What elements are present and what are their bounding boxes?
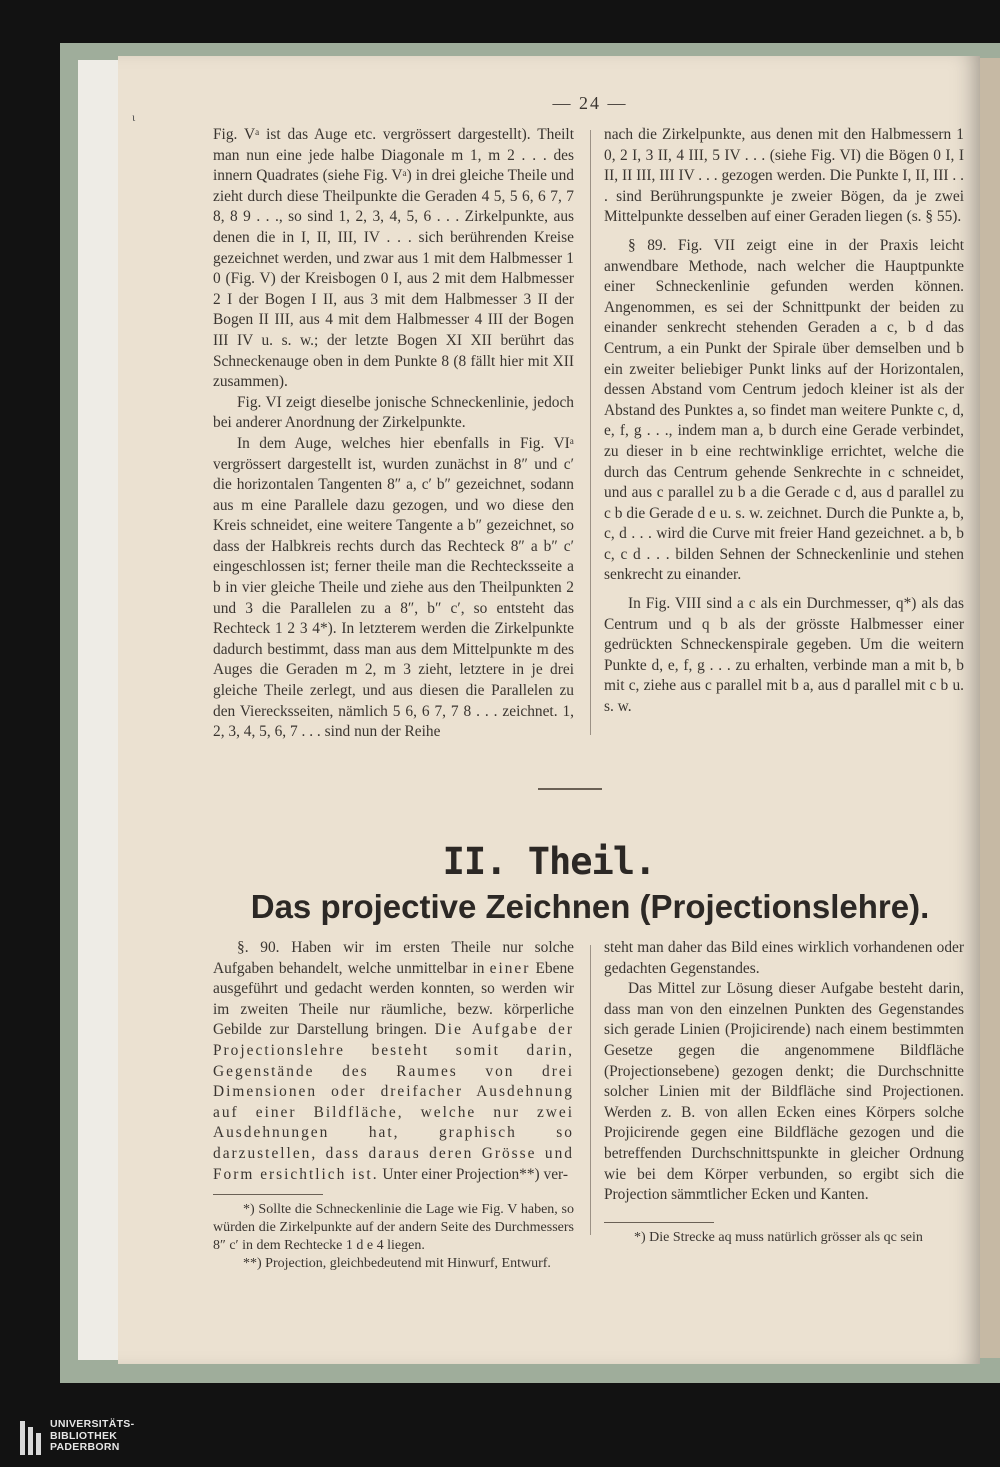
paragraph: steht man daher das Bild eines wirklich vorhandenen oder gedachten Gegenstandes. (604, 939, 964, 977)
paragraph: In Fig. VIII sind a c als ein Durchmesser, q*) als das Centrum und q b als der grösste Halbmesser einer gedrückten Schneckenspirale gegeben. Um die weitern Punkte d, e, f, g . . . zu erhalten, verbinde man a mit b, b mit c, ziehe aus c parallel mit b a, aus d parallel mit c b u. s. w. (604, 595, 964, 716)
paragraph: § 89. Fig. VII zeigt eine in der Praxis leicht anwendbare Methode, nach welcher die Hauptpunkte einer Schneckenlinie gefunden werden können. Angenommen, es sei der Schnittpunkt der beiden zu einander senkrecht stehenden Geraden a c, b d das Centrum, a ein Punkt der Spirale über demselben und b ein zweiter beliebiger Punkt links auf der Horizontalen, dessen Abstand vom Centrum jedoch kleiner ist als der Abstand des Punktes a, so findet man weitere Punkte c, d, e, f, g . . ., indem man a, b durch eine Gerade verbindet, zu dieser in b eine rechtwinklige errichtet, welche die durch das Centrum gehende Senkrechte in c schneidet, und aus c parallel zu b a die Gerade c d, aus d parallel zu c b die Gerade d e u. s. w. zeichnet. Durch die Punkte a, b, c, d . . . wird die Curve mit freier Hand gezeichnet. a b, b c, c d . . . bilden Sehnen der Schneckenlinie und stehen senkrecht zu einander. (604, 236, 964, 584)
logo-line: BIBLIOTHEK (50, 1429, 118, 1442)
logo-line: UNIVERSITÄTS- (50, 1418, 135, 1430)
column-left-top (213, 125, 574, 743)
text-run-spaced: einer (489, 959, 531, 977)
paragraph (213, 938, 574, 1185)
paragraph: In dem Auge, welches hier ebenfalls in Fig. VIᵃ vergrössert dargestellt ist, wurden zunächst in 8″ und c′ die horizontalen Tangenten 8″ a, c′ b″ gezeichnet, sodann aus m eine Parallele dazu gezogen, und wo diese den Kreis schneidet, eine weitere Tangente a b″ gezeichnet, so dass der Halbkreis rechts durch das Rechteck 8″ a b″ c′ eingeschlossen ist; ferner theile man die Rechtecksseite a b in vier gleiche Theile und ziehe aus den Theilpunkten 2 und 3 die Parallelen zu a 8″, b″ c′, so entsteht das Rechteck 1 2 3 4*). In letzterem werden die Zirkelpunkte dadurch bestimmt, dass man aus dem Mittelpunkte m des Auges die Geraden m 2, m 3 zieht, letztere in je drei gleiche Theile zerlegt, und aus diesen die Parallelen zu den Vierecksseiten, nämlich 5 6, 6 7, 7 8 . . . zeichnet. 1, 2, 3, 4, 5, 6, 7 . . . sind nun der Reihe (213, 434, 574, 741)
footnote-rule (213, 1194, 323, 1195)
logo-line: PADERBORN (50, 1441, 120, 1453)
margin-mark: ɩ (132, 110, 136, 124)
text-run: Unter einer Projection**) ver- (378, 1165, 568, 1183)
column-divider-top (590, 130, 591, 735)
column-right-top (604, 125, 964, 718)
page-number: — 24 — (552, 93, 628, 113)
library-logo (20, 1419, 140, 1457)
library-logo-text (50, 1419, 134, 1454)
part-title: Das projective Zeichnen (Projectionslehre). (250, 888, 930, 925)
footnotes-left (213, 1201, 574, 1273)
paragraph: Fig. VI zeigt dieselbe jonische Schneckenlinie, jedoch bei anderer Anordnung der Zirkelpunkte. (213, 393, 574, 432)
text-run: §. 90. Haben wir im ersten Theile nur solche Aufgaben behandelt, welche unmittelbar in (213, 939, 574, 977)
footnote: *) Die Strecke aq muss natürlich grösser als qc sein (634, 1229, 923, 1245)
section-divider (538, 788, 602, 790)
column-right-bottom (604, 938, 964, 1247)
text-run: Ebene ausgeführt und gedacht werden konnten, so werden wir im zweiten Theile nur räumliche, bezw. körperliche Gebilde zur Darstellung bringen. (213, 959, 574, 1039)
column-divider-bottom (590, 945, 591, 1235)
part-heading: II. Theil. (442, 840, 656, 883)
footnote: *) Sollte die Schneckenlinie die Lage wie Fig. V haben, so würden die Zirkelpunkte auf der andern Seite des Durchmessers 8″ c′ in dem Rechtecke 1 d e 4 liegen. (213, 1202, 574, 1254)
text-run-spaced: Die Aufgabe der Projectionslehre besteht somit darin, Gegenstände des Raumes von drei Dimensionen oder dreifacher Ausdehnung auf einer Bildfläche, welche nur zwei Ausdehnungen hat, graphisch so darzustellen, dass daraus deren Grösse und Form ersichtlich ist. (213, 1021, 574, 1183)
page-spine-strip (78, 60, 118, 1360)
footnote: **) Projection, gleichbedeutend mit Hinwurf, Entwurf. (243, 1256, 551, 1272)
footnote-rule (604, 1222, 714, 1223)
column-left-bottom (213, 938, 574, 1273)
paragraph: nach die Zirkelpunkte, aus denen mit den Halbmessern 1 0, 2 I, 3 II, 4 III, 5 IV . . . (siehe Fig. VI) die Bögen 0 I, I II, II III, III IV . . . gezogen werden. Die Punkte I, II, III . . . sind Berührungspunkte je zweier Bögen, da je zwei Mittelpunkte desselben auf einer Geraden liegen (s. § 55). (604, 126, 964, 226)
footnotes-right (604, 1229, 964, 1247)
page-edge (980, 58, 1000, 1358)
paragraph: Fig. Vᵃ ist das Auge etc. vergrössert dargestellt). Theilt man nun eine jede halbe Diagonale m 1, m 2 . . . des innern Quadrates (siehe Fig. Vᵃ) in drei gleiche Theile und zieht durch diese Theilpunkte die Geraden 4 5, 5 6, 6 7, 7 8, 8 9 . . ., so sind 1, 2, 3, 4, 5, 6 . . . Zirkelpunkte, aus denen die in I, II, III, IV . . . sich berührenden Kreise gezeichnet werden, und zwar aus 1 mit dem Halbmesser 1 0 (Fig. V) der Kreisbogen 0 I, aus 2 mit dem Halbmesser 2 I der Bogen I II, aus 3 mit dem Halbmesser 3 II der Bogen II III, aus 4 mit dem Halbmesser 4 III der Bogen III IV u. s. w.; der letzte Bogen XI XII berührt das Schneckenauge oben in dem Punkte 8 (8 fällt hier mit XII zusammen). (213, 126, 574, 391)
paragraph: Das Mittel zur Lösung dieser Aufgabe besteht darin, dass man von den einzelnen Punkten des Gegenstandes sich gerade Linien (Projicirende) nach einem bestimmten Gesetze gegen die angenommene Bildfläche (Projectionsebene) gezogen denkt; die Durchschnitte solcher Linien mit der Bildfläche sind Projectionen. Werden z. B. von allen Ecken eines Körpers solche Projicirende gegen eine Bildfläche gezogen und die betreffenden Durchschnittspunkte in gleicher Ordnung wie bei dem Körper verbunden, so ergibt sich die Projection sämmtlicher Ecken und Kanten. (604, 980, 964, 1204)
